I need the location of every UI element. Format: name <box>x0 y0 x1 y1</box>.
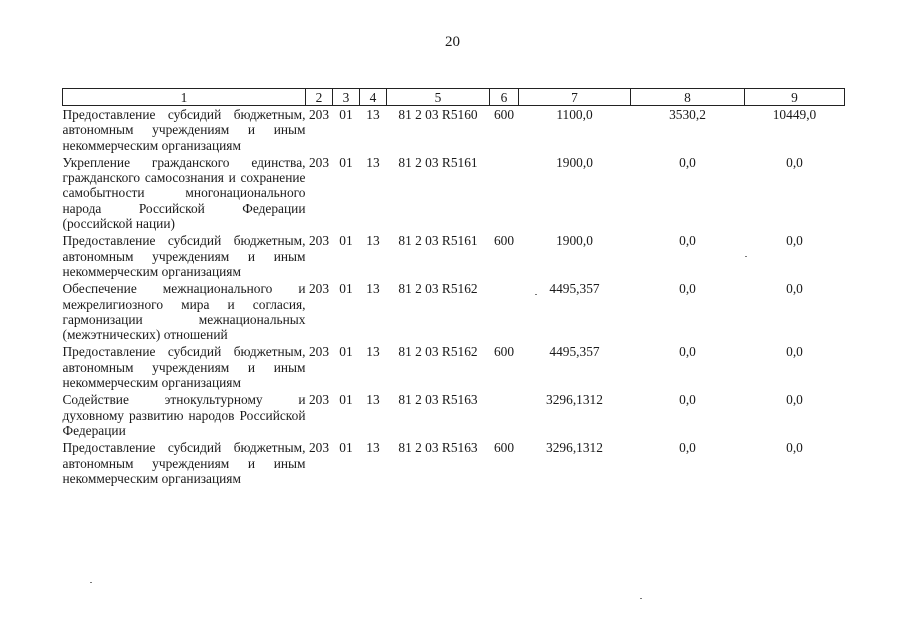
row-col-8: 0,0 <box>679 344 696 360</box>
row-col-3: 01 <box>339 281 353 297</box>
scan-speck <box>745 256 747 257</box>
row-col-5: 81 2 03 R5163 <box>398 392 478 408</box>
row-name: Предоставление субсидий бюджетным, автономным учреждениям и иным некоммерческим организациям <box>62 107 306 153</box>
row-col-9: 0,0 <box>786 154 803 170</box>
row-col-9: 0,0 <box>786 440 803 456</box>
row-name: Предоставление субсидий бюджетным, автономным учреждениям и иным некоммерческим организациям <box>62 233 306 279</box>
row-col-3: 01 <box>339 154 353 170</box>
table-row <box>63 280 845 343</box>
row-col-8: 3530,2 <box>669 107 706 122</box>
header-cell-9: 9 <box>745 89 845 106</box>
row-col-5: 81 2 03 R5161 <box>398 233 478 249</box>
row-col-4: 13 <box>366 281 380 297</box>
header-cell-8: 8 <box>631 89 745 106</box>
row-col-4: 13 <box>366 392 380 408</box>
row-col-2: 203 <box>308 233 330 249</box>
page-number: 20 <box>445 34 460 50</box>
row-col-9: 0,0 <box>786 344 803 360</box>
row-col-4: 13 <box>366 344 380 360</box>
row-col-5: 81 2 03 R5161 <box>398 154 478 170</box>
row-name: Предоставление субсидий бюджетным, автономным учреждениям и иным некоммерческим организациям <box>62 440 306 486</box>
row-col-7: 1900,0 <box>556 154 593 170</box>
row-name: Содействие этнокультурному и духовному развитию народов Российской Федерации <box>62 392 306 438</box>
row-col-3: 01 <box>339 233 353 249</box>
scan-speck <box>535 294 537 295</box>
row-col-5: 81 2 03 R5160 <box>398 107 478 122</box>
table-row <box>63 391 845 439</box>
row-col-8: 0,0 <box>679 154 696 170</box>
row-col-6 <box>490 391 519 439</box>
row-col-6: 600 <box>493 107 515 122</box>
row-col-2: 203 <box>308 440 330 456</box>
row-col-6 <box>490 154 519 232</box>
row-col-6: 600 <box>493 233 515 249</box>
row-col-6: 600 <box>493 344 515 360</box>
row-col-3: 01 <box>339 107 353 122</box>
row-col-7: 4495,357 <box>549 344 600 360</box>
header-cell-2: 2 <box>306 89 333 106</box>
row-name: Укрепление гражданского единства, гражданского самосознания и сохранение самобытности многонационального народа Российской Федерации (российской нации) <box>62 154 306 232</box>
header-cell-1: 1 <box>63 89 306 106</box>
header-cell-3: 3 <box>333 89 360 106</box>
scan-speck <box>640 598 642 599</box>
row-col-5: 81 2 03 R5162 <box>398 281 478 297</box>
row-col-2: 203 <box>308 281 330 297</box>
row-col-6: 600 <box>493 440 515 456</box>
row-col-9: 0,0 <box>786 392 803 408</box>
row-name: Обеспечение межнационального и межрелигиозного мира и согласия, гармонизации межнациональных (межэтнических) отношений <box>62 281 306 343</box>
row-col-8: 0,0 <box>679 392 696 408</box>
header-cell-4: 4 <box>360 89 387 106</box>
row-col-2: 203 <box>308 344 330 360</box>
row-col-8: 0,0 <box>679 440 696 456</box>
row-col-9: 0,0 <box>786 281 803 297</box>
row-col-7: 3296,1312 <box>546 440 603 456</box>
row-col-3: 01 <box>339 440 353 456</box>
row-col-7: 1900,0 <box>556 233 593 249</box>
row-col-5: 81 2 03 R5163 <box>398 440 478 456</box>
row-col-6 <box>490 280 519 343</box>
row-col-4: 13 <box>366 440 380 456</box>
row-col-4: 13 <box>366 233 380 249</box>
header-row <box>63 89 845 106</box>
row-col-2: 203 <box>308 154 330 170</box>
budget-table <box>62 88 845 487</box>
row-col-3: 01 <box>339 392 353 408</box>
row-col-7: 4495,357 <box>549 281 600 297</box>
row-name: Предоставление субсидий бюджетным, автономным учреждениям и иным некоммерческим организациям <box>62 344 306 391</box>
table-row <box>63 232 845 280</box>
table-row <box>63 106 845 154</box>
table-row <box>63 343 845 391</box>
row-col-3: 01 <box>339 344 353 360</box>
header-cell-6: 6 <box>490 89 519 106</box>
row-col-7: 3296,1312 <box>546 392 603 408</box>
table-row <box>63 154 845 232</box>
row-col-5: 81 2 03 R5162 <box>398 344 478 360</box>
row-col-2: 203 <box>308 107 330 122</box>
row-col-7: 1100,0 <box>556 107 593 122</box>
row-col-4: 13 <box>366 154 380 170</box>
row-col-8: 0,0 <box>679 281 696 297</box>
row-col-8: 0,0 <box>679 233 696 249</box>
row-col-4: 13 <box>366 107 380 122</box>
row-col-9: 10449,0 <box>772 107 817 122</box>
table-row <box>63 439 845 487</box>
header-cell-7: 7 <box>519 89 631 106</box>
row-col-2: 203 <box>308 392 330 408</box>
row-col-9: 0,0 <box>786 233 803 249</box>
scan-speck <box>90 582 92 583</box>
header-cell-5: 5 <box>387 89 490 106</box>
